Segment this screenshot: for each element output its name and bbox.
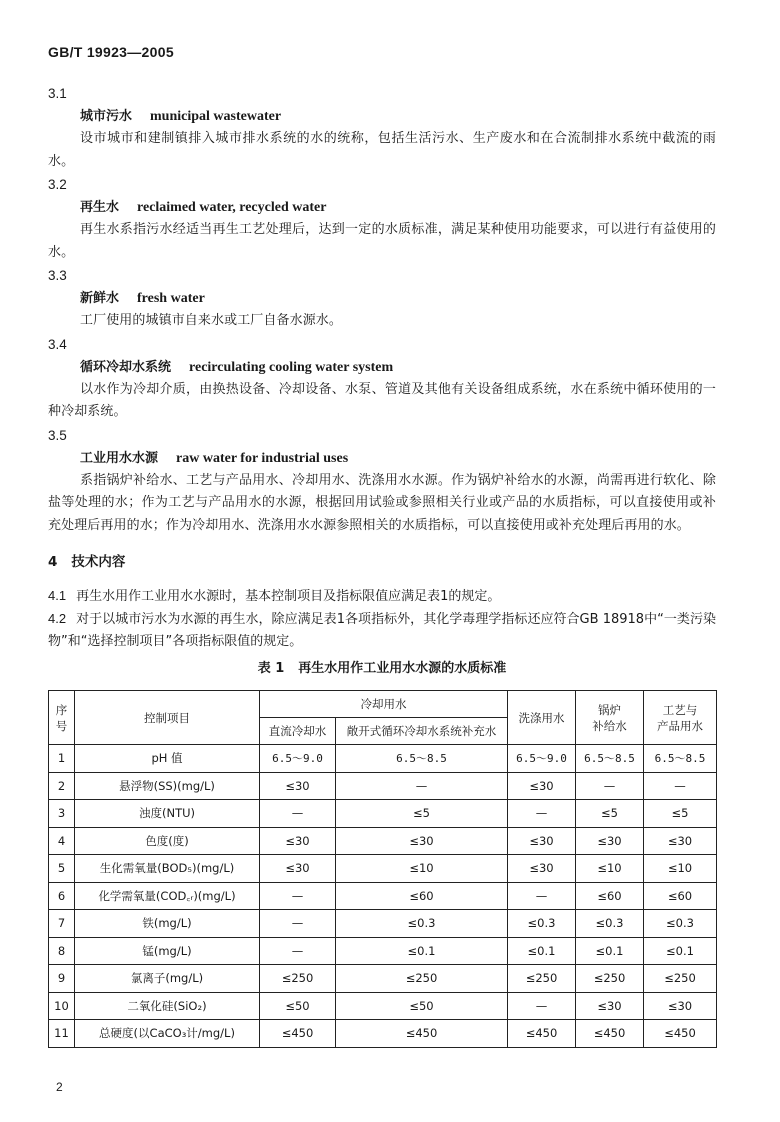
cell-washing: — [508,800,576,828]
cell-item: 悬浮物(SS)(mg/L) [75,772,260,800]
table-row [49,992,717,1020]
cell-boiler: ≤450 [576,1020,644,1048]
term-english: fresh water [137,291,205,306]
header-cooling-water: 冷却用水 [260,691,508,718]
definition-number: 3.4 [48,336,67,352]
cell-boiler: ≤5 [576,800,644,828]
cell-washing: ≤30 [508,855,576,883]
cell-item: 化学需氧量(COD꜀ᵣ)(mg/L) [75,882,260,910]
cell-item: 铁(mg/L) [75,910,260,938]
cell-process: ≤0.3 [644,910,717,938]
term-english: municipal wastewater [150,109,282,124]
term-chinese: 城市污水 [80,109,133,124]
cell-item: 浊度(NTU) [75,800,260,828]
cell-boiler: 6.5～8.5 [576,745,644,773]
standard-code: GB/T 19923—2005 [48,44,174,60]
cell-washing: ≤30 [508,827,576,855]
cell-no: 2 [49,772,75,800]
cell-direct: — [260,882,336,910]
clause-text: 再生水用作工业用水水源时，基本控制项目及指标限值应满足表1的规定。 [76,589,501,604]
cell-direct: ≤30 [260,827,336,855]
table-row [49,745,717,773]
header-direct-cooling: 直流冷却水 [260,718,336,745]
cell-item: 氯离子(mg/L) [75,965,260,993]
term-english: raw water for industrial uses [176,450,349,466]
cell-boiler: ≤60 [576,882,644,910]
cell-open: ≤0.3 [336,910,508,938]
cell-item: 锰(mg/L) [75,937,260,965]
cell-washing: — [508,882,576,910]
cell-direct: — [260,800,336,828]
table-caption [48,659,716,679]
cell-washing: 6.5～9.0 [508,745,576,773]
cell-open: ≤450 [336,1020,508,1048]
definition-text: 以水作为冷却介质，由换热设备、冷却设备、水泵、管道及其他有关设备组成系统，水在系统中循环使用的一种冷却系统。 [48,381,716,419]
term-english: reclaimed water, recycled water [137,200,327,215]
term-chinese: 工业用水水源 [80,450,159,466]
definition-3-3 [48,264,716,333]
definition-term [48,105,716,128]
definition-3-5 [48,424,716,538]
header-open-recirculating: 敞开式循环冷却水系统补充水 [336,718,508,745]
header-washing-water: 洗涤用水 [508,691,576,745]
cell-process: ≤450 [644,1020,717,1048]
table-row [49,772,717,800]
table-body [49,745,717,1048]
cell-process: 6.5～8.5 [644,745,717,773]
definition-3-4 [48,333,716,424]
cell-boiler: ≤0.1 [576,937,644,965]
cell-boiler: ≤10 [576,855,644,883]
cell-open: 6.5～8.5 [336,745,508,773]
table-title: 再生水用作工业用水水源的水质标准 [298,661,507,676]
definition-term [48,447,716,470]
clause-number: 4.2 [48,611,67,626]
cell-process: ≤250 [644,965,717,993]
term-chinese: 再生水 [80,200,120,215]
cell-no: 10 [49,992,75,1020]
cell-open: ≤60 [336,882,508,910]
cell-process: ≤0.1 [644,937,717,965]
header-process-top: 工艺与 [662,702,698,717]
cell-washing: ≤450 [508,1020,576,1048]
cell-item: 色度(度) [75,827,260,855]
definition-text: 系指锅炉补给水、工艺与产品用水、冷却用水、洗涤用水水源。作为锅炉补给水的水源，尚需再进行软化、除盐等处理的水；作为工艺与产品用水的水源，根据回用试验或参照相关行业或产品的水质指标，可以直接使用或补充处理后再用的水；作为冷却用水、洗涤用水水源参照相关的水质指标，可以直接使用或补充处理后再用的水。 [48,472,716,533]
section-number: 4 [48,554,58,570]
cell-open: — [336,772,508,800]
cell-boiler: ≤30 [576,827,644,855]
table-row [49,827,717,855]
cell-boiler: ≤250 [576,965,644,993]
cell-no: 3 [49,800,75,828]
cell-direct: ≤30 [260,855,336,883]
cell-no: 5 [49,855,75,883]
definition-text: 工厂使用的城镇市自来水或工厂自备水源水。 [80,313,343,328]
cell-direct: ≤50 [260,992,336,1020]
cell-process: ≤5 [644,800,717,828]
definition-text: 设市城市和建制镇排入城市排水系统的水的统称，包括生活污水、生产废水和在合流制排水系统中截流的雨水。 [48,131,716,169]
cell-washing: ≤250 [508,965,576,993]
cell-item: 总硬度(以CaCO₃计/mg/L) [75,1020,260,1048]
cell-open: ≤50 [336,992,508,1020]
header-boiler-top: 锅炉 [598,702,621,717]
clause-number: 4.1 [48,588,67,603]
definition-3-1 [48,82,716,173]
cell-no: 7 [49,910,75,938]
cell-open: ≤250 [336,965,508,993]
definition-number: 3.1 [48,86,67,101]
definition-text: 再生水系指污水经适当再生工艺处理后，达到一定的水质标准，满足某种使用功能要求，可以进行有益使用的水。 [48,222,716,260]
cell-open: ≤0.1 [336,937,508,965]
term-chinese: 循环冷却水系统 [80,359,172,375]
definition-number: 3.2 [48,177,67,192]
cell-no: 8 [49,937,75,965]
table-label: 表 1 [257,661,285,676]
cell-washing: ≤0.3 [508,910,576,938]
cell-direct: — [260,937,336,965]
clause-text: 对于以城市污水为水源的再生水，除应满足表1各项指标外，其化学毒理学指标还应符合GB 18918中“一类污染物”和“选择控制项目”各项指标限值的规定。 [48,612,716,649]
section-heading [48,551,716,573]
table-row [49,937,717,965]
cell-no: 1 [49,745,75,773]
cell-direct: ≤450 [260,1020,336,1048]
definition-number: 3.5 [48,427,67,443]
cell-boiler: — [576,772,644,800]
cell-washing: ≤30 [508,772,576,800]
cell-process: ≤30 [644,992,717,1020]
table-row [49,1020,717,1048]
clause-4-1 [48,585,716,608]
cell-open: ≤10 [336,855,508,883]
header-process-water [644,691,717,745]
cell-item: pH 值 [75,745,260,773]
cell-no: 9 [49,965,75,993]
cell-process: — [644,772,717,800]
cell-direct: 6.5～9.0 [260,745,336,773]
cell-direct: — [260,910,336,938]
page-number: 2 [56,1080,63,1094]
cell-direct: ≤30 [260,772,336,800]
cell-item: 生化需氧量(BOD₅)(mg/L) [75,855,260,883]
cell-washing: — [508,992,576,1020]
cell-washing: ≤0.1 [508,937,576,965]
table-row [49,855,717,883]
header-seq-top: 序 [55,702,68,717]
header-seq [49,691,75,745]
cell-process: ≤10 [644,855,717,883]
cell-boiler: ≤0.3 [576,910,644,938]
cell-no: 6 [49,882,75,910]
header-seq-bottom: 号 [55,718,68,733]
water-quality-table [48,690,717,1048]
table-row [49,910,717,938]
document-body [48,82,716,679]
table-row [49,882,717,910]
clause-4-2 [48,608,716,653]
definition-term [48,287,716,310]
header-boiler-bottom: 补给水 [592,718,627,733]
cell-no: 11 [49,1020,75,1048]
cell-direct: ≤250 [260,965,336,993]
term-chinese: 新鲜水 [80,291,120,306]
definition-term [48,356,716,379]
cell-process: ≤30 [644,827,717,855]
header-process-bottom: 产品用水 [657,718,703,733]
term-english: recirculating cooling water system [189,359,394,375]
table-row [49,965,717,993]
section-title: 技术内容 [71,554,126,570]
cell-open: ≤5 [336,800,508,828]
header-control-item: 控制项目 [75,691,260,745]
cell-item: 二氧化硅(SiO₂) [75,992,260,1020]
cell-process: ≤60 [644,882,717,910]
definition-number: 3.3 [48,268,67,283]
header-boiler-feed [576,691,644,745]
cell-no: 4 [49,827,75,855]
cell-open: ≤30 [336,827,508,855]
cell-boiler: ≤30 [576,992,644,1020]
table-row [49,800,717,828]
definition-term [48,196,716,219]
definition-3-2 [48,173,716,264]
